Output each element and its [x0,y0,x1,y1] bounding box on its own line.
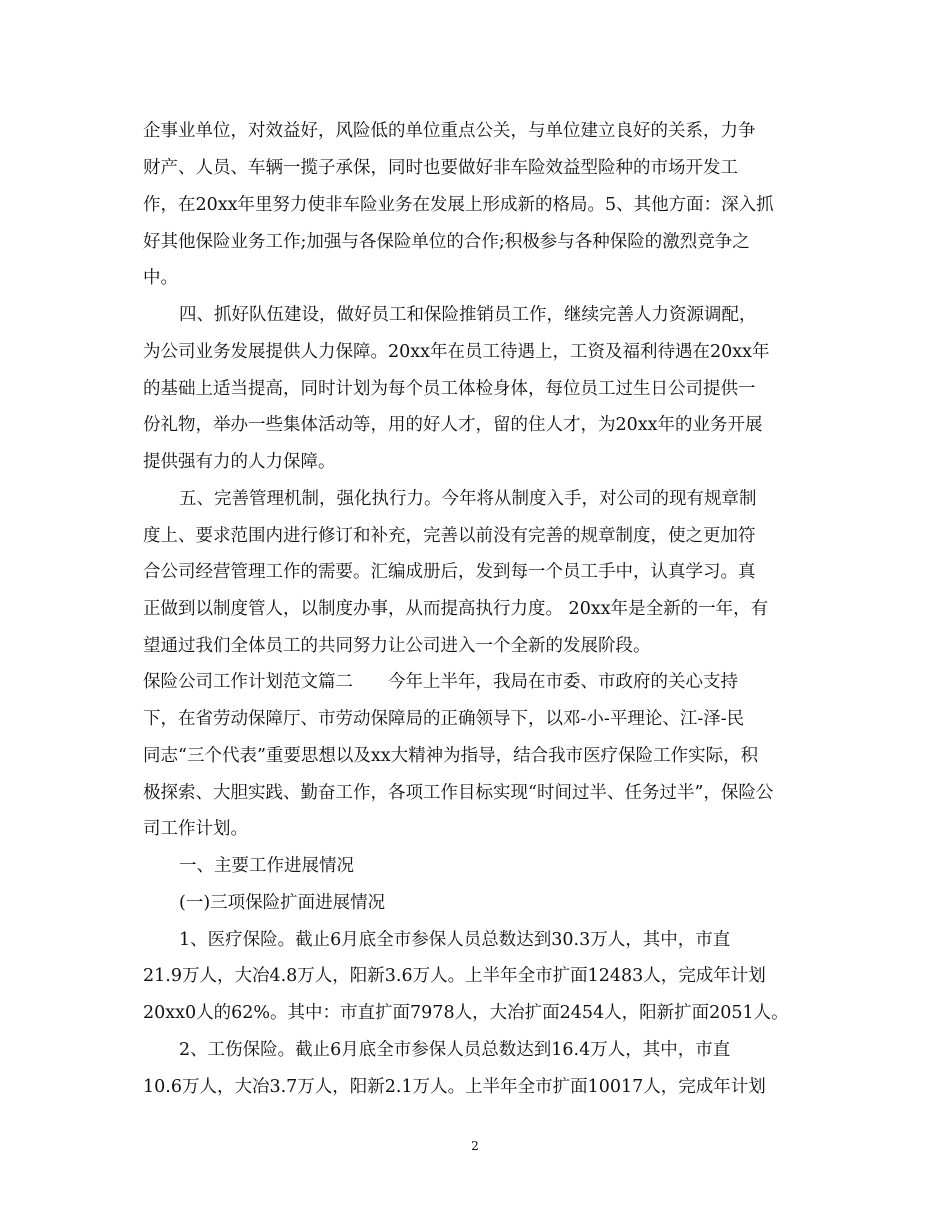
text-line: 正做到以制度管人，以制度办事，从而提高执行力度。 20xx年是全新的一年，有 [143,599,769,619]
page-number: 2 [471,1139,479,1153]
text-line: 份礼物，举办一些集体活动等，用的好人才，留的住人才，为20xx年的业务开展 [143,415,763,435]
text-line: 望通过我们全体员工的共同努力让公司进入一个全新的发展阶段。 [143,636,651,656]
text-line: 极探索、大胆实践、勤奋工作，各项工作目标实现“时间过半、任务过半”，保险公 [143,783,774,803]
subheading-insurance-expansion: (一)三项保险扩面进展情况 [179,893,386,913]
section-title-line: 保险公司工作计划范文篇二 今年上半年，我局在市委、市政府的关心支持 [143,672,738,692]
text-line: 合公司经营管理工作的需要。汇编成册后，发到每一个员工手中，认真学习。真 [143,562,756,582]
text-line: 中。 [143,268,178,288]
text-line: 度上、要求范围内进行修订和补充，完善以前没有完善的规章制度，使之更加符 [143,526,756,546]
text-line: 好其他保险业务工作;加强与各保险单位的合作;积极参与各种保险的激烈竞争之 [143,232,750,252]
text-line: 企事业单位，对效益好，风险低的单位重点公关，与单位建立良好的关系，力争 [143,121,756,141]
paragraph-heading-5: 五、完善管理机制，强化执行力。今年将从制度入手，对公司的现有规章制 [179,489,757,509]
text-line: 20xx0人的62%。其中：市直扩面7978人，大冶扩面2454人，阳新扩面2051人。 [143,1003,789,1023]
text-line: 作，在20xx年里努力使非车险业务在发展上形成新的格局。5、其他方面：深入抓 [143,195,774,215]
text-line: 2、工伤保险。截止6月底全市参保人员总数达到16.4万人，其中，市直 [179,1040,731,1060]
text-line: 1、医疗保险。截止6月底全市参保人员总数达到30.3万人，其中，市直 [179,930,731,950]
text-line: 财产、人员、车辆一揽子承保，同时也要做好非车险效益型险种的市场开发工 [143,158,738,178]
text-line: 为公司业务发展提供人力保障。20xx年在员工待遇上，工资及福利待遇在20xx年 [143,342,770,362]
text-line: 司工作计划。 [143,819,248,839]
text-line: 10.6万人，大冶3.7万人，阳新2.1万人。上半年全市扩面10017人，完成年计划 [143,1077,766,1097]
text-line: 的基础上适当提高，同时计划为每个员工体检身体，每位员工过生日公司提供一 [143,379,756,399]
text-line: 提供强有力的人力保障。 [143,452,336,472]
heading-main-progress: 一、主要工作进展情况 [179,856,354,876]
text-line: 21.9万人，大冶4.8万人，阳新3.6万人。上半年全市扩面12483人，完成年计划 [143,966,766,986]
text-line: 下，在省劳动保障厅、市劳动保障局的正确领导下，以邓-小-平理论、江-泽-民 [143,709,745,729]
paragraph-heading-4: 四、抓好队伍建设，做好员工和保险推销员工作，继续完善人力资源调配， [179,305,757,325]
text-line: 同志“三个代表”重要思想以及xx大精神为指导，结合我市医疗保险工作实际，积 [143,746,759,766]
